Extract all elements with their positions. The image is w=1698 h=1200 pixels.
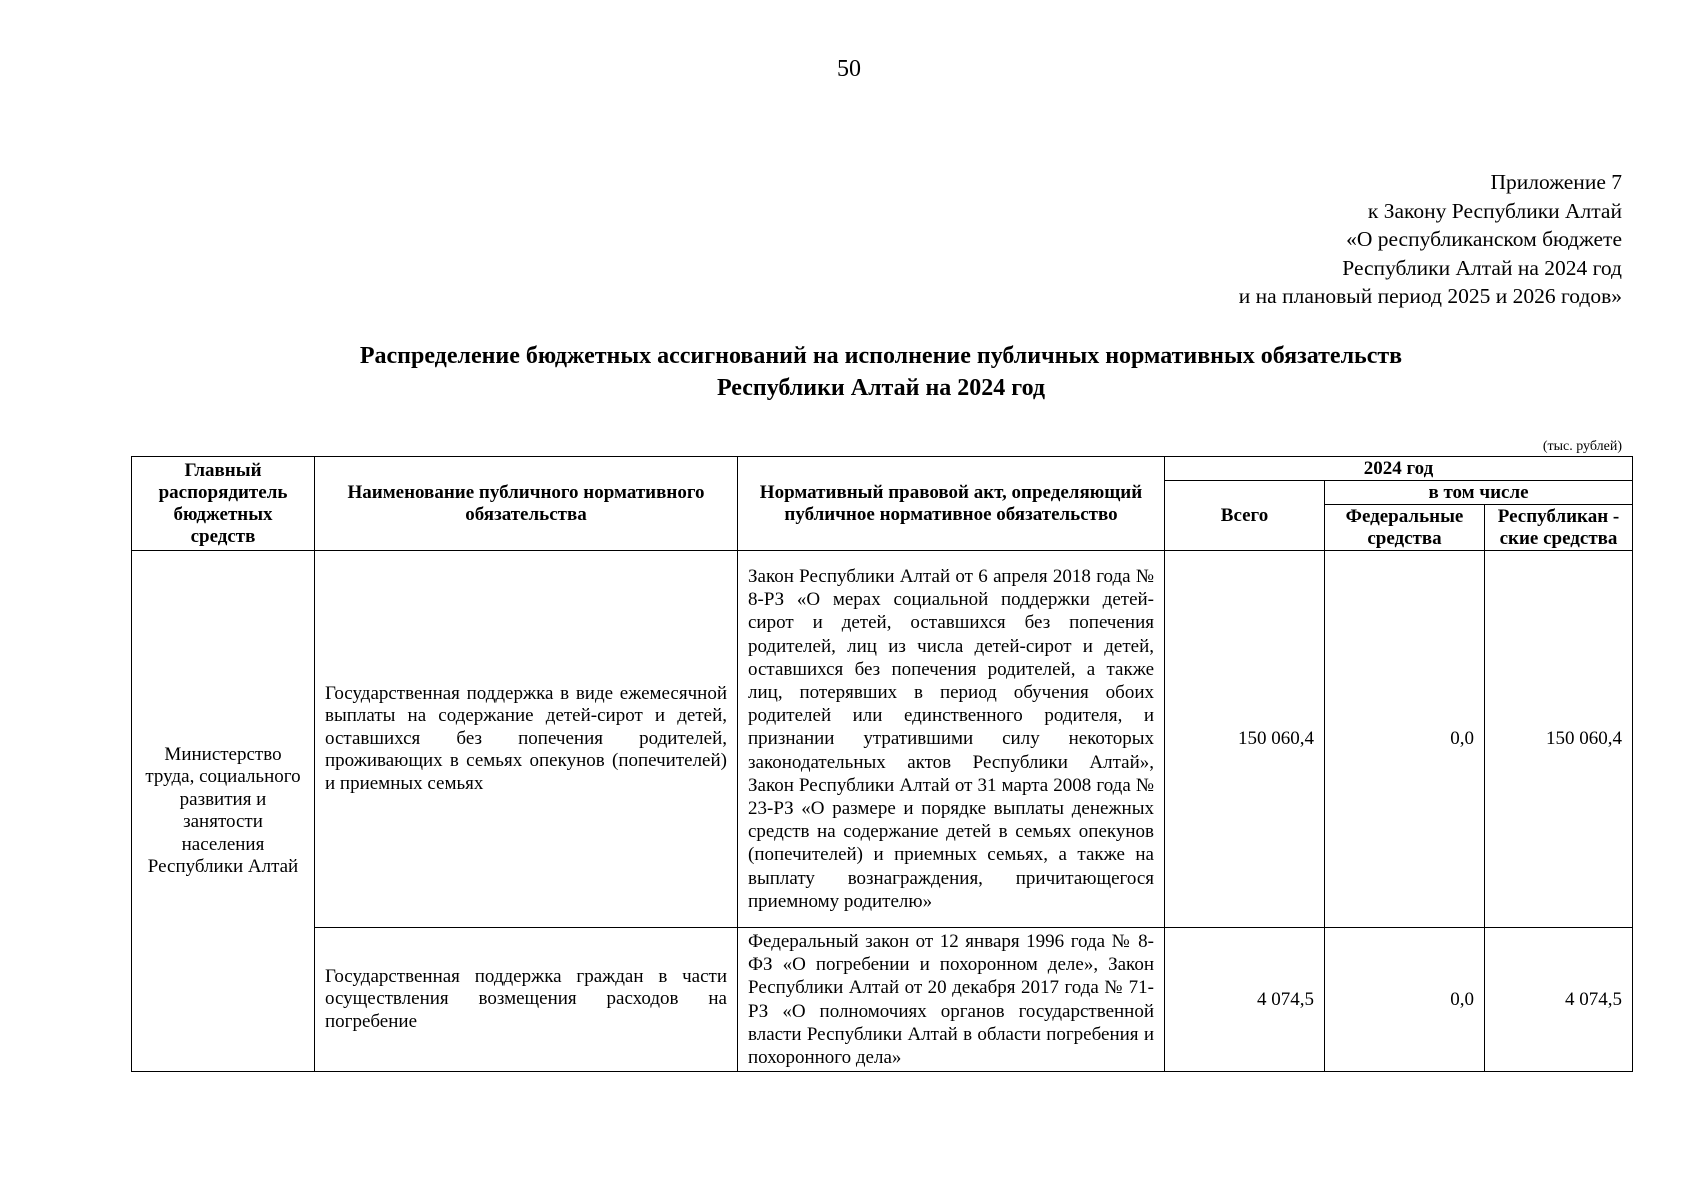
republican-cell: 150 060,4: [1485, 551, 1633, 928]
units-note: (тыс. рублей): [1542, 439, 1622, 454]
obligations-table: [131, 456, 1633, 1072]
header-republican: Республикан - ские средства: [1485, 505, 1633, 551]
act-text: Федеральный закон от 12 января 1996 года № 8-ФЗ «О погребении и похоронном деле», Закон Республики Алтай от 20 декабря 2017 года № 71-РЗ «О полномочиях органов государственной власти Республики Алтай в области погребения и похоронного дела»: [748, 931, 1154, 1069]
appendix-line: «О республиканском бюджете: [1346, 227, 1622, 251]
federal-cell: 0,0: [1325, 928, 1485, 1072]
header-year: 2024 год: [1165, 457, 1633, 481]
header-including: в том числе: [1325, 481, 1633, 505]
appendix-line: Приложение 7: [1490, 170, 1622, 194]
republican-cell: 4 074,5: [1485, 928, 1633, 1072]
document-title: [130, 340, 1632, 404]
appendix-block: [1239, 168, 1622, 311]
title-line: Распределение бюджетных ассигнований на исполнение публичных нормативных обязательств: [359, 343, 1403, 369]
header-total: Всего: [1165, 481, 1325, 551]
distributor-cell: Министерство труда, социального развития и занятости населения Республики Алтай: [132, 551, 315, 1072]
header-distributor: Главный распорядитель бюджетных средств: [132, 457, 315, 551]
header-federal: Федеральные средства: [1325, 505, 1485, 551]
act-cell: [738, 551, 1165, 928]
header-obligation: Наименование публичного нормативного обязательства: [315, 457, 738, 551]
act-cell: [738, 928, 1165, 1072]
page-number: 50: [837, 56, 861, 82]
appendix-line: к Закону Республики Алтай: [1367, 198, 1622, 223]
total-cell: 150 060,4: [1165, 551, 1325, 928]
obligation-cell: Государственная поддержка граждан в части осуществления возмещения расходов на погребение: [315, 928, 738, 1072]
table-row: [132, 551, 1633, 928]
total-cell: 4 074,5: [1165, 928, 1325, 1072]
table-row: [132, 928, 1633, 1072]
obligation-cell: Государственная поддержка в виде ежемесячной выплаты на содержание детей-сирот и детей, оставшихся без попечения родителей, проживающих в семьях опекунов (попечителей) и приемных семьях: [315, 551, 738, 928]
appendix-line: Республики Алтай на 2024 год: [1342, 255, 1622, 280]
header-act: Нормативный правовой акт, определяющий публичное нормативное обязательство: [738, 457, 1165, 551]
title-line: Республики Алтай на 2024 год: [716, 375, 1046, 401]
federal-cell: 0,0: [1325, 551, 1485, 928]
appendix-line: и на плановый период 2025 и 2026 годов»: [1238, 284, 1622, 308]
act-text: Закон Республики Алтай от 6 апреля 2018 года № 8-РЗ «О мерах социальной поддержки детей-сирот и детей, оставшихся без попечения родителей, лиц из числа детей-сирот и детей, оставшихся без попечения родителей, а также лиц, потерявших в период обучения обоих родителей или единственного родителя, и признании утратившими силу некоторых законодательных актов Республики Алтай», Закон Республики Алтай от 31 марта 2008 года № 23-РЗ «О размере и порядке выплаты денежных средств на содержание детей в семьях опекунов (попечителей) и приемных семьях, а также на выплату вознаграждения, причитающегося приемному родителю»: [748, 565, 1154, 912]
header-row: [132, 457, 1633, 481]
